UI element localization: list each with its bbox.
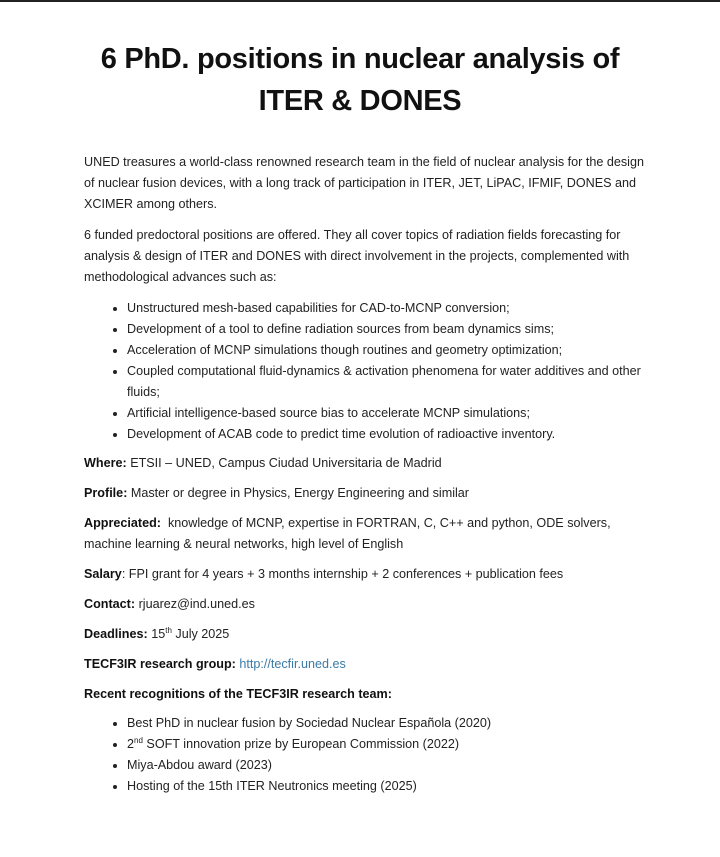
topic-item: • Development of ACAB code to predict time evolution of radioactive inventory. bbox=[127, 424, 644, 445]
salary-field bbox=[84, 564, 644, 585]
group-link[interactable]: http://tecfir.uned.es bbox=[239, 657, 346, 671]
positions-paragraph: 6 funded predoctoral positions are offered. They all cover topics of radiation fields forecasting for analysis & design of ITER and DONES with direct involvement in the projects, complemented with methodological advances such as: bbox=[84, 228, 630, 284]
topic-item: • Artificial intelligence-based source bias to accelerate MCNP simulations; bbox=[127, 403, 644, 424]
topics-list bbox=[84, 298, 644, 445]
recognition-number-suffix: nd bbox=[134, 735, 143, 745]
title-line-1: 6 PhD. positions in nuclear analysis of bbox=[100, 43, 620, 75]
deadline-day: 15 bbox=[151, 627, 166, 641]
group-field bbox=[84, 654, 644, 675]
title-line-2: ITER & DONES bbox=[258, 85, 462, 117]
appreciated-value: knowledge of MCNP, expertise in FORTRAN, C, C++ and python, ODE solvers, machine learning & neural networks, high level of English bbox=[84, 516, 611, 551]
recognition-number: 2 bbox=[127, 737, 135, 751]
profile-value: Master or degree in Physics, Energy Engineering and similar bbox=[130, 486, 469, 500]
contact-label: Contact: bbox=[84, 597, 136, 611]
recognition-item: • Best PhD in nuclear fusion by Sociedad Nuclear Española (2020) bbox=[127, 713, 644, 734]
top-border bbox=[0, 0, 720, 2]
salary-label: Salary bbox=[84, 567, 122, 581]
contact-email[interactable]: rjuarez@ind.uned.es bbox=[138, 597, 255, 611]
recognition-text: SOFT innovation prize by European Commission (2022) bbox=[146, 737, 460, 751]
topic-item: • Coupled computational fluid-dynamics & activation phenomena for water additives and other fluids; bbox=[127, 361, 644, 403]
recognition-item: • Hosting of the 15th ITER Neutronics meeting (2025) bbox=[127, 776, 644, 797]
page-title bbox=[0, 38, 720, 122]
intro-paragraph: UNED treasures a world-class renowned research team in the field of nuclear analysis for the design of nuclear fusion devices, with a long track of participation in ITER, JET, LiPAC, IFMIF, DONES and XCIMER among others. bbox=[84, 155, 644, 211]
where-field bbox=[84, 453, 644, 474]
contact-field bbox=[84, 594, 644, 615]
salary-value: : FPI grant for 4 years + 3 months internship + 2 conferences + publication fees bbox=[121, 567, 564, 581]
topic-item: • Acceleration of MCNP simulations though routines and geometry optimization; bbox=[127, 340, 644, 361]
deadline-day-suffix: th bbox=[165, 625, 172, 635]
deadlines-field bbox=[84, 624, 644, 645]
appreciated-field bbox=[84, 513, 644, 555]
deadline-month-year: July 2025 bbox=[175, 627, 230, 641]
topic-item: • Development of a tool to define radiation sources from beam dynamics sims; bbox=[127, 319, 644, 340]
group-label: TECF3IR research group: bbox=[84, 657, 236, 671]
recognition-item: • Miya-Abdou award (2023) bbox=[127, 755, 644, 776]
profile-label: Profile: bbox=[84, 486, 128, 500]
profile-field bbox=[84, 483, 644, 504]
announcement-body bbox=[84, 152, 644, 805]
recognitions-list bbox=[84, 713, 644, 797]
deadlines-label: Deadlines: bbox=[84, 627, 148, 641]
where-label: Where: bbox=[84, 456, 127, 470]
recognition-item bbox=[127, 734, 644, 755]
where-value: ETSII – UNED, Campus Ciudad Universitaria de Madrid bbox=[130, 456, 442, 470]
recognitions-title: Recent recognitions of the TECF3IR research team: bbox=[84, 687, 392, 701]
topic-item: • Unstructured mesh-based capabilities for CAD-to-MCNP conversion; bbox=[127, 298, 644, 319]
appreciated-label: Appreciated: bbox=[84, 516, 161, 530]
